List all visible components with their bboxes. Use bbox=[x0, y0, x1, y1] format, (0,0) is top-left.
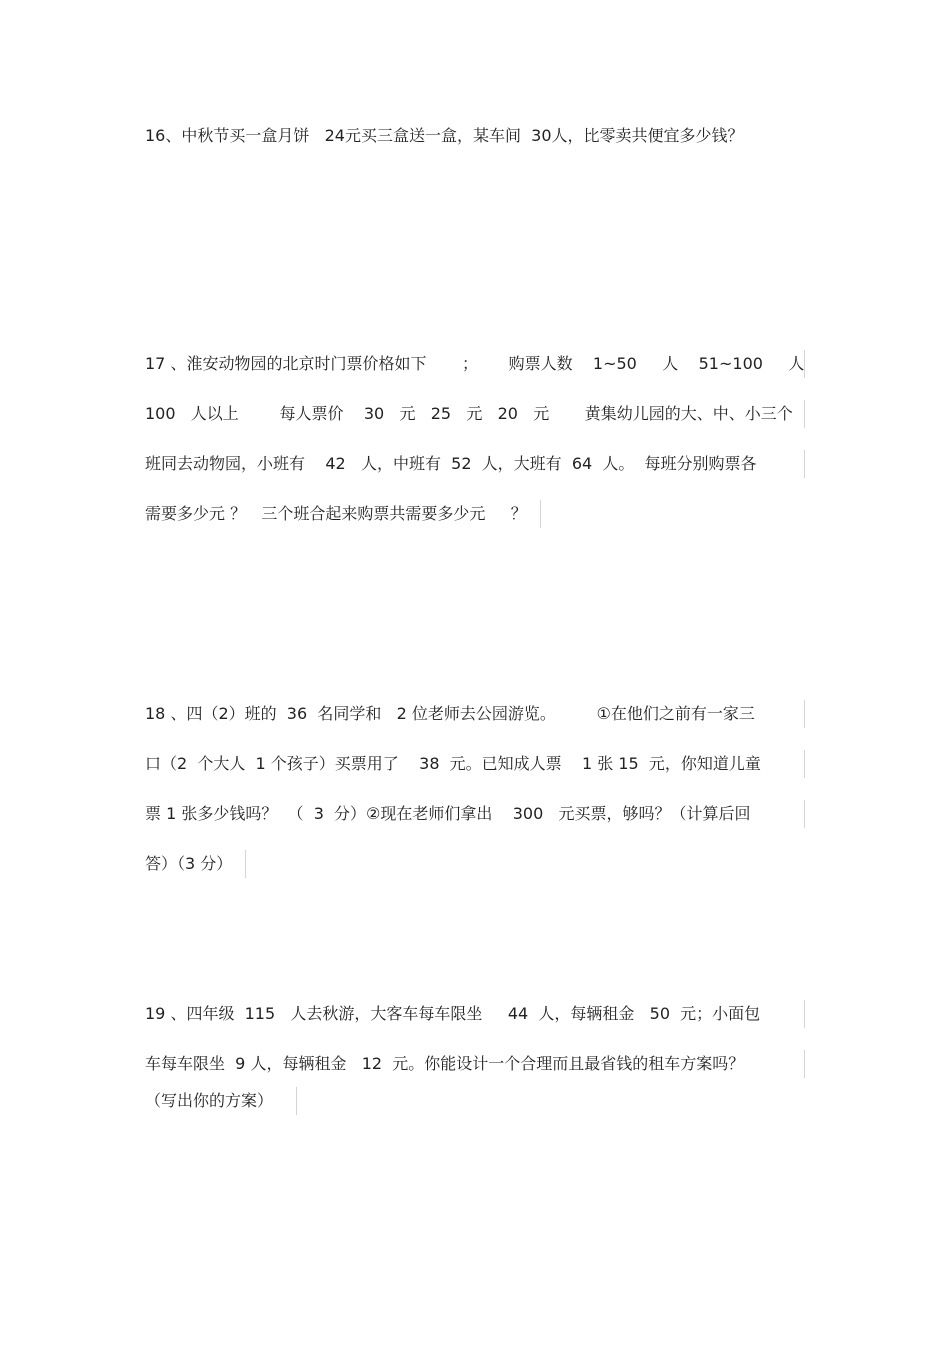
question-19-line-1: 19 、四年级 115 人去秋游，大客车每车限坐 44 人，每辆租金 50 元；小面包 bbox=[145, 1004, 761, 1023]
line-divider bbox=[245, 850, 246, 878]
question-16-line-1: 16、中秋节买一盒月饼 24元买三盒送一盒，某车间 30人，比零卖共便宜多少钱？ bbox=[145, 126, 744, 145]
question-17-line-3: 班同去动物园，小班有 42 人，中班有 52 人，大班有 64 人。 每班分别购票各 bbox=[145, 454, 757, 473]
line-divider bbox=[804, 1050, 805, 1078]
question-18-line-2: 口（2 个大人 1 个孩子）买票用了 38 元。已知成人票 1 张 15 元，你知道儿童 bbox=[145, 754, 761, 773]
line-divider bbox=[296, 1087, 297, 1115]
line-divider bbox=[540, 500, 541, 528]
line-divider bbox=[804, 700, 805, 728]
question-17-line-1: 17 、淮安动物园的北京时门票价格如下 ； 购票人数 1~50 人 51~100 人 bbox=[145, 354, 805, 373]
line-divider bbox=[804, 1000, 805, 1028]
question-18-line-3: 票 1 张多少钱吗？ （ 3 分）②现在老师们拿出 300 元买票，够吗？（计算后回 bbox=[145, 804, 751, 823]
line-divider bbox=[804, 400, 805, 428]
question-18-line-1: 18 、四（2）班的 36 名同学和 2 位老师去公园游览。 ①在他们之前有一家三 bbox=[145, 704, 755, 723]
question-17-line-4: 需要多少元 ？ 三个班合起来购票共需要多少元 ？ bbox=[145, 504, 527, 523]
line-divider bbox=[804, 350, 805, 378]
line-divider bbox=[804, 750, 805, 778]
question-17-line-2: 100 人以上 每人票价 30 元 25 元 20 元 黄集幼儿园的大、中、小三个 bbox=[145, 404, 793, 423]
line-divider bbox=[804, 800, 805, 828]
line-divider bbox=[804, 450, 805, 478]
question-19-line-3: （写出你的方案） bbox=[145, 1091, 274, 1110]
question-19-line-2: 车每车限坐 9 人，每辆租金 12 元。你能设计一个合理而且最省钱的租车方案吗？ bbox=[145, 1054, 745, 1073]
question-18-line-4: 答）（3 分） bbox=[145, 854, 233, 873]
